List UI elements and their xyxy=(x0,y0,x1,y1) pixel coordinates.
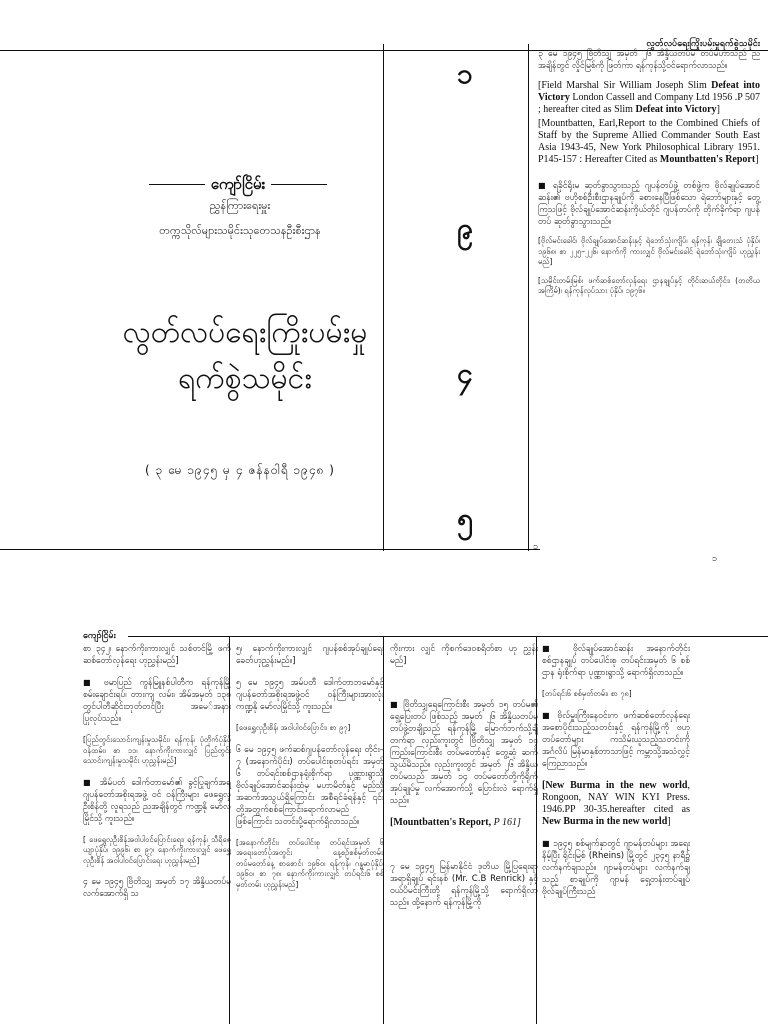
paragraph: ၄ မေ ၁၉၄၅ ဗြိတိသျှ အမှတ် ၁၇ အိန္ဒိယတပ်မ လက်အောက်ရှိ သ xyxy=(83,877,231,899)
citation: [Mountbatten, Earl,Report to the Combined Chiefs of Staff by the Supreme Allied Commander South East Asia 1943-45, New York Philosophical Library 1951. P145-157 : Hereafter Cited as Mountbatten's Report] xyxy=(538,118,760,165)
footnote: [သမိုင်းတမ်းမြစ်၊ ဖက်ဆစ်တော်လှန်ရေး ဌာနချုပ်နှင့် တိုင်းဆယ်တိုင်း၊ (တတိယ အကြိမ်)၊ ရန်ကုန်လုပ်သား ပုံနှိပ်၊ ၁၉၇၆။ xyxy=(538,275,760,295)
author-department: တက္ကသိုလ်များသမိုင်းသုတေသနဦးစီးဌာန xyxy=(159,224,321,237)
paragraph: ■ ဗိုလ်မှူးကြီးနေဝင်းက ဖက်ဆစ်တော်လှန်ရေး အစောပိုင်းသည့်သတင်းနှင့် ရန်ကုန်မြို့ကို ဗဟုတပ်တော်များ ကသိမ်းယူသည့်သတင်းကို အင်္ဂလိပ် မြန်မာနှစ်ဘာသာဖြင့် ကမ္ဘာသို့အသံလွှင့်ကြေညာသည်။ xyxy=(542,710,690,770)
column-3 xyxy=(390,643,538,919)
footnote: [ဖေရွှေလှဦးစိန်၊ အဝါပါဝင်ပြောင်း၊ စာ ၉၇] xyxy=(236,723,351,732)
cover-divider xyxy=(383,44,384,551)
footnote: [အနောက်တိုင်း၊ တပ်ပေါင်းစု တပ်ရင်းအမှတ် ၆ အရေးတော်ပုံအတွင်း နေ့စဉ်စစ်မှတ်တမ်း၊ တပ်မတော်နေ့ စာစောင်၊ ၁၉၆၀၊ ရန်ကုန်၊ ဂန္ဓမာပုံနှိပ်၊ ၁၉၆၀၊ စာ ၇၈၊ နောက်ကိုးကားလျှင် တပ်ရင်း၆ စစ်မှတ်တမ်း ဟုညွှန်းမည်] xyxy=(236,837,384,889)
running-header-bottom: ကျော်ငြိမ်း xyxy=(83,631,116,641)
footnote: [ဗိုလ်မင်းခေါင်၊ ဗိုလ်ချုပ်အောင်ဆန်းနှင့် ရဲဘော်သုံးကျိပ်၊ ရန်ကုန်၊ ချိုတေးသံ ပုံနှိပ်၊ ၁၉၆၈၊ စာ ၂၂၅–၂၂၆၊ နောက်ကို ကားလျှင် ဗိုလ်မင်းခေါင် ရဲဘော်သုံးကျိပ် ဟုညွှန်းမည်] xyxy=(538,236,760,266)
paragraph: ■ ဗိုလ်ချုပ်အောင်ဆန်း အနောက်တိုင်း စစ်ဌာနချုပ် တပ်ပေါင်းစု တပ်ရင်းအမှတ် ၆ စစ်ဌာန ရုံးစိုက်ရာ ပုဏ္ဏားရွာသို့ ရောက်ရှိလာသည်။ xyxy=(542,643,690,679)
paragraph: ■ ဗမာပြည် ကွန်မြူနစ်ပါတီက ရန်ကုန်မြို့ စမ်းချောင်းရပ်၊ တားကျ လမ်း၊ အိမ်အမှတ် ၁၃၈ တွင်ပါတီဆိုင်းဘုတ်တင်ပြီး အမေ်အနား ပြုလုပ်သည်။ xyxy=(83,677,231,725)
citation: [New Burma in the new world, Rongoon, NAY WIN KYI Press. 1946.PP 30-35.hereafter cited as New Burma in the new world] xyxy=(542,779,690,827)
footnote: [ ဖေရွှေလှဦးစိန်အဝါပါဝင်ပြောင်းရေး၊ ရန်ကုန်၊ သီရိဇေယျာပုံနှိပ်၊ ၁၉၉၆၊ စာ ၉၇၊ နောက်ကိုးကားလျှင် ဖေရွှေလှဦးစိန် အဝါပါဝင်ပြောင်းရေး ဟုညွှန်းမည်] xyxy=(83,834,231,865)
citation: [Mountbatten's Report, P 161] xyxy=(390,817,521,828)
bottom-rule-header xyxy=(128,636,768,637)
author-name: ကျော်ငြိမ်း xyxy=(88,175,388,197)
note-paragraph: ■ ရခိုင်ရိုးမ ဆုတ်ခွာသွားသည့် ဂျပန်တပ်ဖွဲ့ တစ်ဖွဲ့က ဗိုလ်ချုပ်အောင်ဆန်း၏ ဗဟိုစစ်ဦးစီးဌာနချုပ်ကို ခစားနေပြီဖြစ်သော ရဲဘော်များနှင့် တွေ့ကြသဖြင့် ဗိုလ်ချုပ်အောင်ဆန်းကိုယ်တိုင် ဂျပန်တပ်ကို တိုက်ခိုက်ရာ ဂျပန်တပ် ဆုတ်ခွာသွားသည်။ xyxy=(538,180,760,228)
paragraph: ၅ မေ ၁၉၄၅ အမ်ပတီ ဒေါက်တာဘမော်နှင့် ဂျပန်တော်အစိုးရအဖွဲ့ဝင် ဝန်ကြီးများအားလုံး ကဏ္ဍနို မော်လမြိုင်သို့ ကူးသည်။ xyxy=(236,678,384,712)
numeral-3: ၄ xyxy=(457,357,473,390)
paragraph: ၅၊ နောက်ကိုးကားလျှင် ဂျပန်စစ်အုပ်ချုပ်ရေးခေတ်ဟုညွှန်းမည်။] xyxy=(236,644,384,666)
column-4 xyxy=(542,643,690,908)
column-2 xyxy=(236,643,384,900)
note-paragraph: ၃ မေ ၁၉၄၅ ဗြိတိသျှ အမှတ် ၂၆ အိန္ဒိယတပ်မ တပ်မဟာသည် ည အချိန်တွင် လှိုင်မြစ်ကို ဖြတ်ကာ ရန်ကုန်သို့ဝင်ရောက်လာသည်။ xyxy=(538,49,760,71)
paragraph: ■ ၁၉၄၅ စစ်မျက်နှာတွင် ဂျာမန်တပ်များ အရေးနိမ့်ပြီး ရိုင်းမြစ် (Rheins) မြို့တွင် ၂၃၄၅ နာရီ၌ လက်နက်ချသည်။ ဂျာမန်တပ်များ လက်နက်ချသည့် စာချုပ်ကို ဂျာမန် ရှေ့တန်းတပ်ချုပ် ဗိုလ်ချုပ်ကြီးသည် xyxy=(542,838,690,898)
book-title-line-1: လွတ်လပ်ရေးကြိုးပမ်းမှု xyxy=(122,315,368,350)
paragraph: ၆ မေ ၁၉၄၅ ဖက်ဆစ်ဂျပန်တော်လှန်ရေး တိုင်း–၇ (အနောက်ပိုင်း) တပ်ပေါင်းစုတပ်ရင်း အမှတ် ၆ တပ်ရင်းစစ်ဌာနရုံးစိုက်ရာ ပုဏ္ဏားရွာသို့ ဗိုလ်ချုပ်အောင်ဆန်းထံမှ မဟာမိတ်နှင့် မည်သို့ အဆက်အသွယ်ရှိကြောင်း အစီရင်ခံရန်နှင့် ၎င်းတို့အတွက်စစ်ကြောင်းရောက်လာမည်ဖြစ်ကြောင်း သတင်းပို့ရောက်ရှိလာသည်။ xyxy=(236,744,384,827)
numeral-1: ၁ xyxy=(457,57,473,90)
footnote: [ပြည်တွင်းသောင်းကျန်းမှုသမိုင်း၊ ရန်ကုန်၊ ပုံတိုက်ပုံနှိပ်ဝန်ထမ်း၊ စာ ၁၁၊ နောက်ကိုးကားလျှင် ပြည်တွင်းသောင်းကျန်းမှုသမိုင်း ဟုညွှန်းမည်] xyxy=(83,735,231,765)
author-position: ညွှန်ကြားရေးမှူး xyxy=(209,199,271,212)
notes-column xyxy=(538,48,760,305)
page-number: ၁ xyxy=(712,554,718,564)
page-number: ၁ xyxy=(533,542,539,552)
citation: [Field Marshal Sir William Joseph Slim Defeat into Victory London Cassell and Company Ltd 1956 .P 507 ; hereafter cited as Slim Defeat into Victory] xyxy=(538,80,760,115)
numeral-4: ၅ xyxy=(457,502,473,535)
paragraph: ■ အိမ်ပတ် ဒေါက်တာမော်၏ ခွင့်ပြုချက်အရ ဂျပန်တော်အစိုးရအဖွဲ့ ဝင် ဝန်ကြီးများ ဖေရွှေလှဦးစိန်တို့ လူရသည် ညအချိန်တွင် ကဏ္ဍနို မော်လမြိုင်သို့ ကူးသည်။ xyxy=(83,777,231,825)
numeral-2: ၉ xyxy=(457,212,473,245)
book-title-line-2: ရက်စွဲသမိုင်း xyxy=(178,361,312,396)
paragraph: ■ ဗြိတိသျှရေကြောင်းစီး အမှတ် ၁၅ တပ်မ၏ ရှေ့ပြေးတပ် ဖြစ်သည့် အမှတ် ၂၆ အိန္ဒိယတပ်မ တပ်ဖွဲ့တချို့သည် ရန်ကုန်မြို့ မြောက်ဘက်သို့ချီတက်ရာ လှည်းကူးတွင် ဗြိတိသျှ အမှတ် ၁၄ ကြည်းကြောင်းစီး တပ်မတော်နှင့် တွေ့ဆုံ ဆက်သွယ်မိသည်။ လှည်းကူးတွင် အမှတ် ၂၆ အိန္ဒိယတပ်မသည် အမှတ် ၁၄ တပ်မတော်တို့ကိုရိုက်အုပ်ချုပ်မှု လက်အောက်သို့ ပြောင်းလဲ ရောက်ရှိသည်။ xyxy=(390,699,538,807)
footnote: [တပ်ရင်း၆ စစ်မှတ်တမ်း၊ စာ ၇၈] xyxy=(542,689,632,698)
paragraph: ကိုးကား လျှင် ကိုစက်ဒေဝစရိတ်စာ ဟု ညွှန်းမည်] xyxy=(390,644,538,666)
paragraph: စာ ၃၄၂၊ နောက်ကိုးကားလျှင် သစ်တင်မြို့ ဖက်ဆစ်တော်လှန်ရေး ဟုညွှန်းမည်] xyxy=(83,644,231,666)
running-header: လွတ်လပ်ရေးကြိုးပမ်းမှုရက်စွဲသမိုင်း xyxy=(646,39,760,49)
notes-divider xyxy=(528,44,529,551)
top-rule-footer xyxy=(0,549,540,550)
column-1 xyxy=(83,643,231,910)
paragraph: ၇ မေ ၁၉၄၅ မြန်မာနိုင်ငံ ဒုတိယ မြို့ပြရေးရာ အရာရှိချုပ် ရင်းနစ် (Mr. C.B Renrick) နှင့် ဝယ်ပိမင်းကြီးတို့ ရန်ကုန်မြို့သို့ ရောက်ရှိလာသည်။ ထို့နောက် ရန်ကုန်မြို့ကို xyxy=(390,862,538,908)
date-range: ( ၃ မေ ၁၉၄၅ မှ ၄ ဇန်နဝါရီ ၁၉၄၈ ) xyxy=(145,463,335,477)
